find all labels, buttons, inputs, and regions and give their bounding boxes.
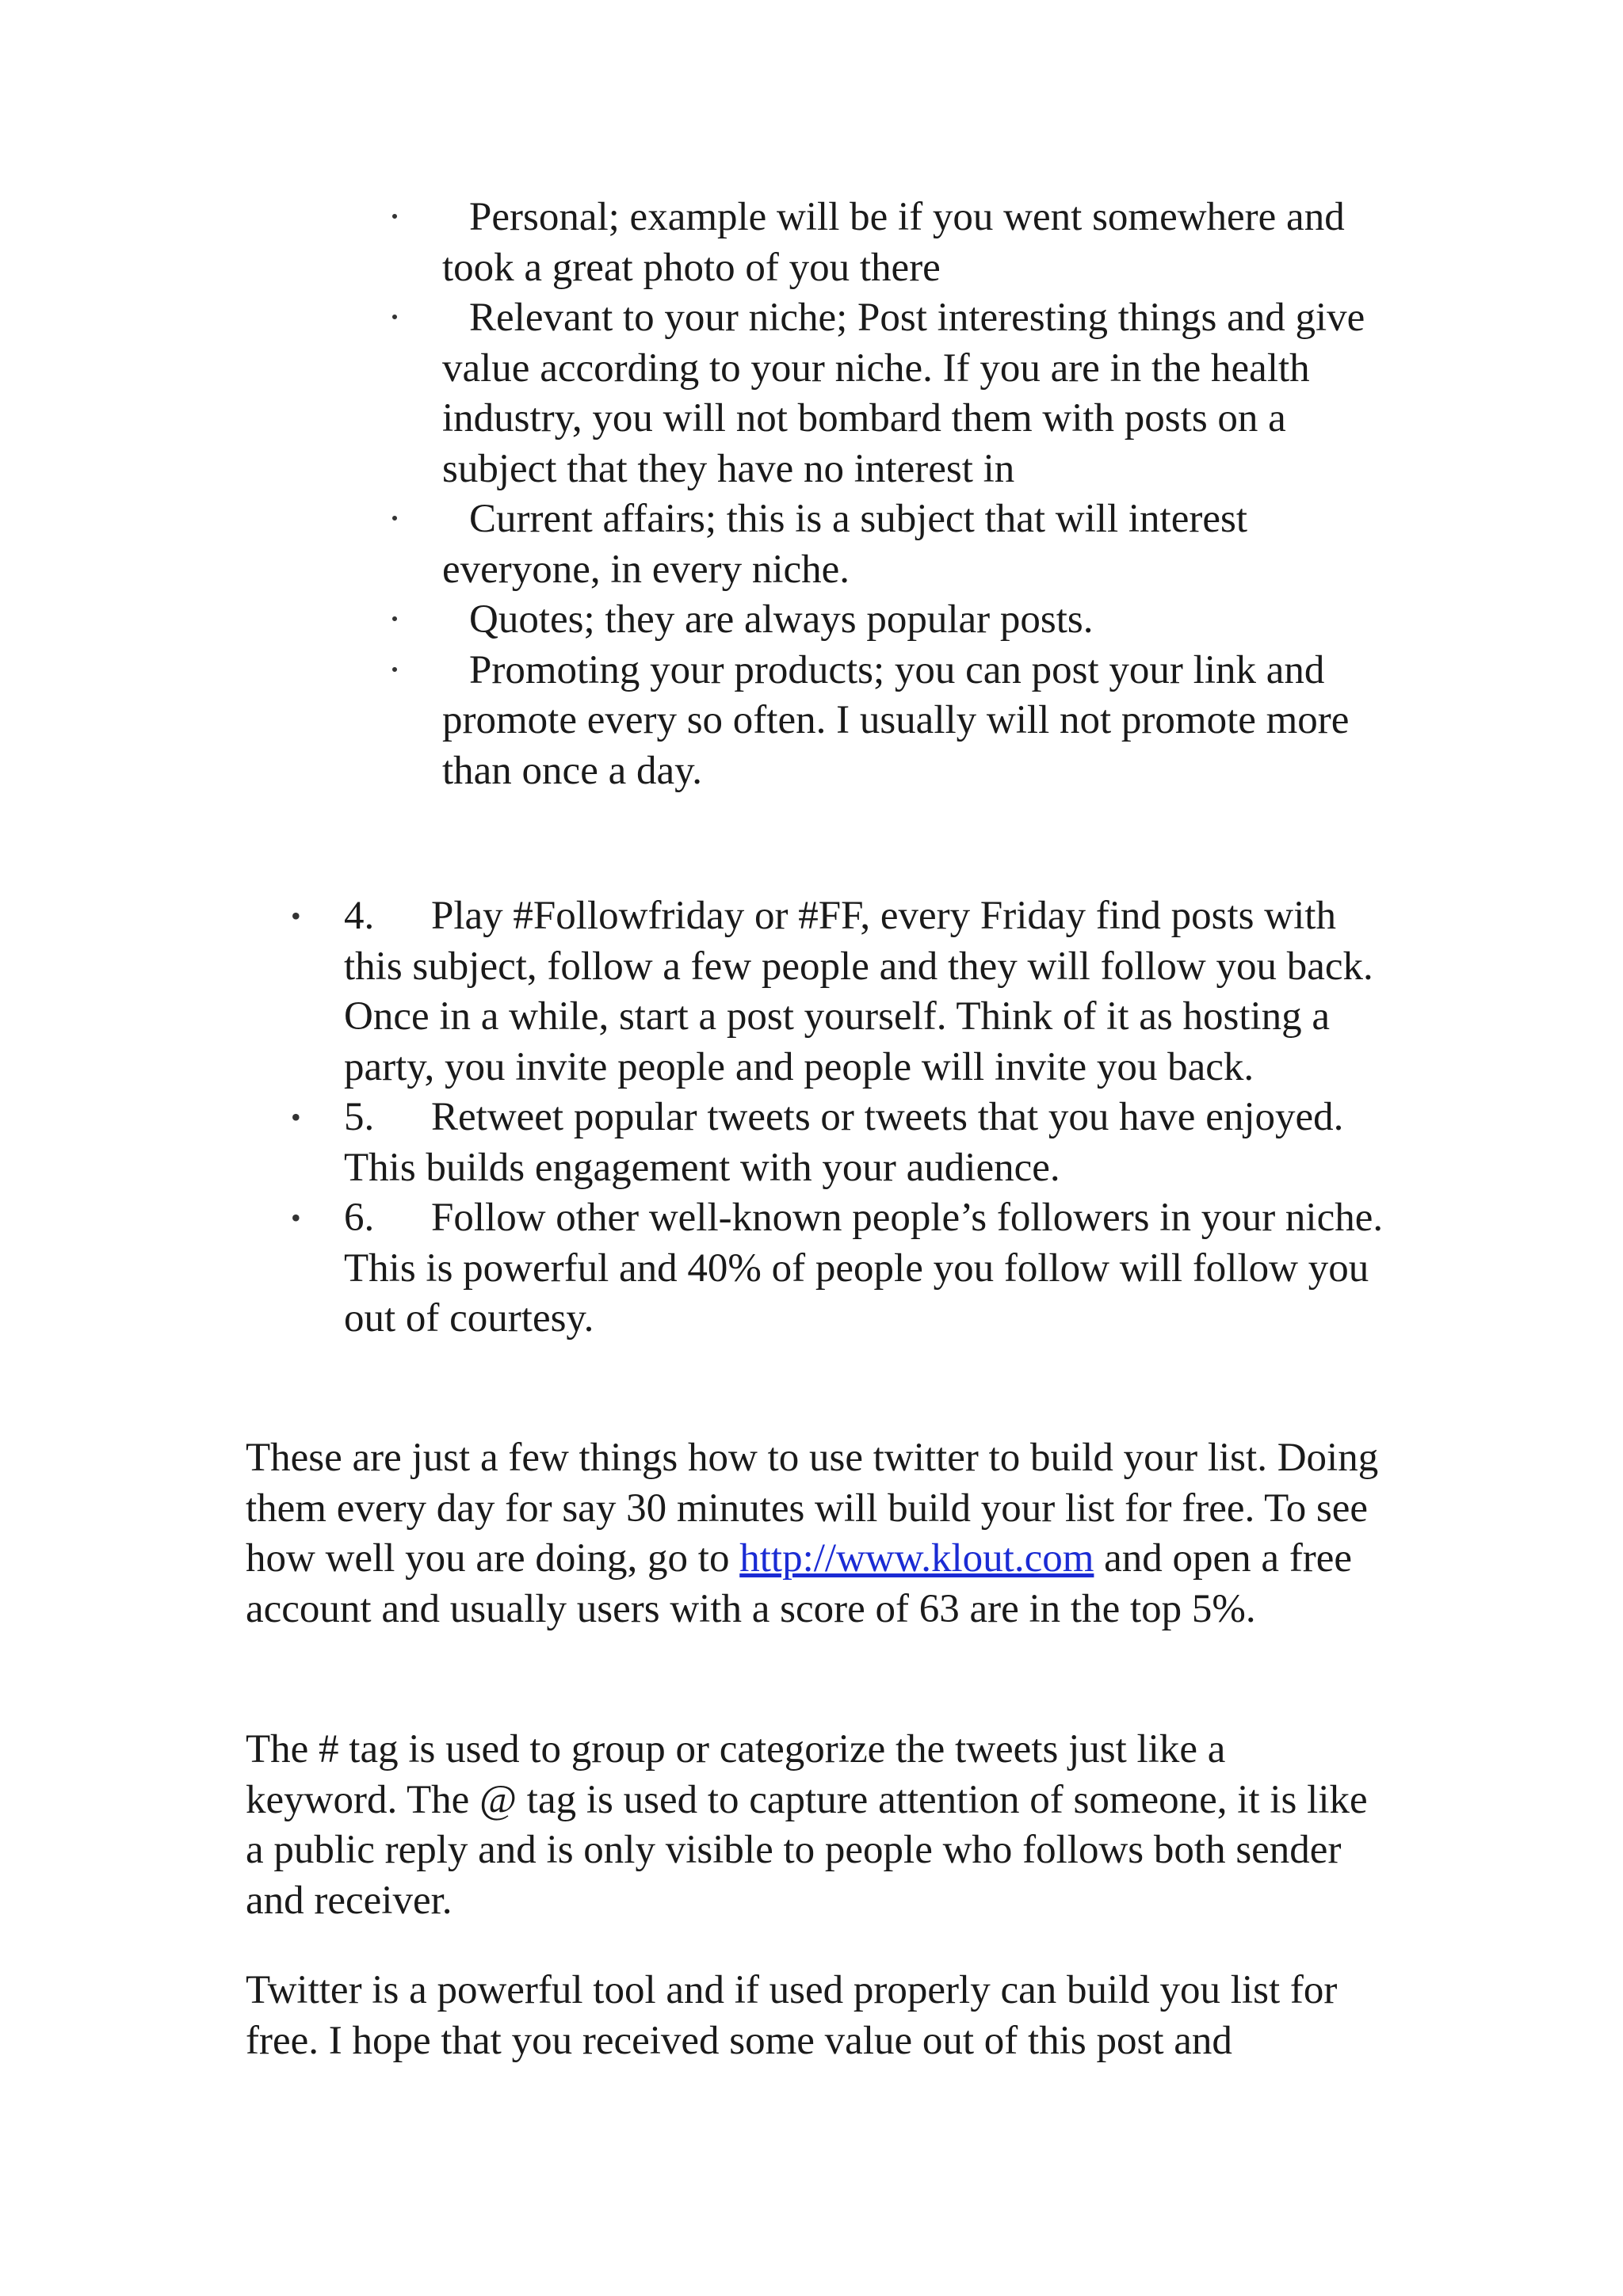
list-item-text: Play #Followfriday or #FF, every Friday find posts with this subject, follow a few people and they will follow you back. Once in a while, start a post yourself. Think of it as hosting a party, you invite people and people will invite you back. <box>344 894 1373 1089</box>
bullet-dot: · <box>388 195 402 239</box>
paragraph-klout <box>246 1433 1387 1634</box>
list-item <box>0 293 1623 494</box>
list-item <box>0 595 1623 646</box>
list-item <box>0 494 1623 595</box>
numbered-list-item <box>0 1193 1623 1344</box>
bullet-dot: · <box>388 497 402 541</box>
list-item-text: Current affairs; this is a subject that will interest everyone, in every niche. <box>442 497 1247 592</box>
bullet-dot: · <box>388 296 402 340</box>
list-item-text: Quotes; they are always popular posts. <box>469 597 1094 642</box>
klout-link[interactable]: http://www.klout.com <box>739 1536 1094 1581</box>
numbered-list-item <box>0 1093 1623 1193</box>
bullet-dot: • <box>291 1101 301 1133</box>
numbered-list-item <box>0 891 1623 1093</box>
bullet-dot: • <box>291 1202 301 1234</box>
paragraph-text: and open a free account and usually users with a score of 63 are in the top 5%. <box>246 1536 1353 1631</box>
bullet-dot: · <box>388 597 402 642</box>
item-number: 6. <box>344 1196 375 1240</box>
list-item-text: Personal; example will be if you went somewhere and took a great photo of you there <box>442 195 1345 290</box>
bullet-dot: · <box>388 647 402 692</box>
sub-bullet-list <box>0 193 1623 796</box>
numbered-list <box>0 891 1623 1344</box>
item-number: 4. <box>344 894 375 938</box>
list-item-text: Retweet popular tweets or tweets that you have enjoyed. This builds engagement with your audience. <box>344 1095 1344 1190</box>
list-item-text: Follow other well-known people’s followers in your niche. This is powerful and 40% of people you follow will follow you out of courtesy. <box>344 1196 1384 1341</box>
list-item <box>0 193 1623 293</box>
paragraph-text: These are just a few things how to use twitter to build your list. Doing them every day for say 30 minutes will build your list for free. To see how well you are doing, go to <box>246 1436 1379 1581</box>
bullet-dot: • <box>291 900 301 932</box>
paragraph-closing: Twitter is a powerful tool and if used properly can build you list for free. I hope that you received some value out of this post and <box>246 1968 1338 2063</box>
list-item-text: Promoting your products; you can post your link and promote every so often. I usually will not promote more than once a day. <box>442 647 1350 793</box>
list-item <box>0 646 1623 797</box>
list-item-text: Relevant to your niche; Post interesting things and give value according to your niche. If you are in the health industry, you will not bombard them with posts on a subject that they have no interest in <box>442 296 1365 491</box>
item-number: 5. <box>344 1095 375 1139</box>
paragraph-tags: The # tag is used to group or categorize the tweets just like a keyword. The @ tag is used to capture attention of someone, it is like a public reply and is only visible to people who follows both sender and receiver. <box>246 1727 1368 1923</box>
